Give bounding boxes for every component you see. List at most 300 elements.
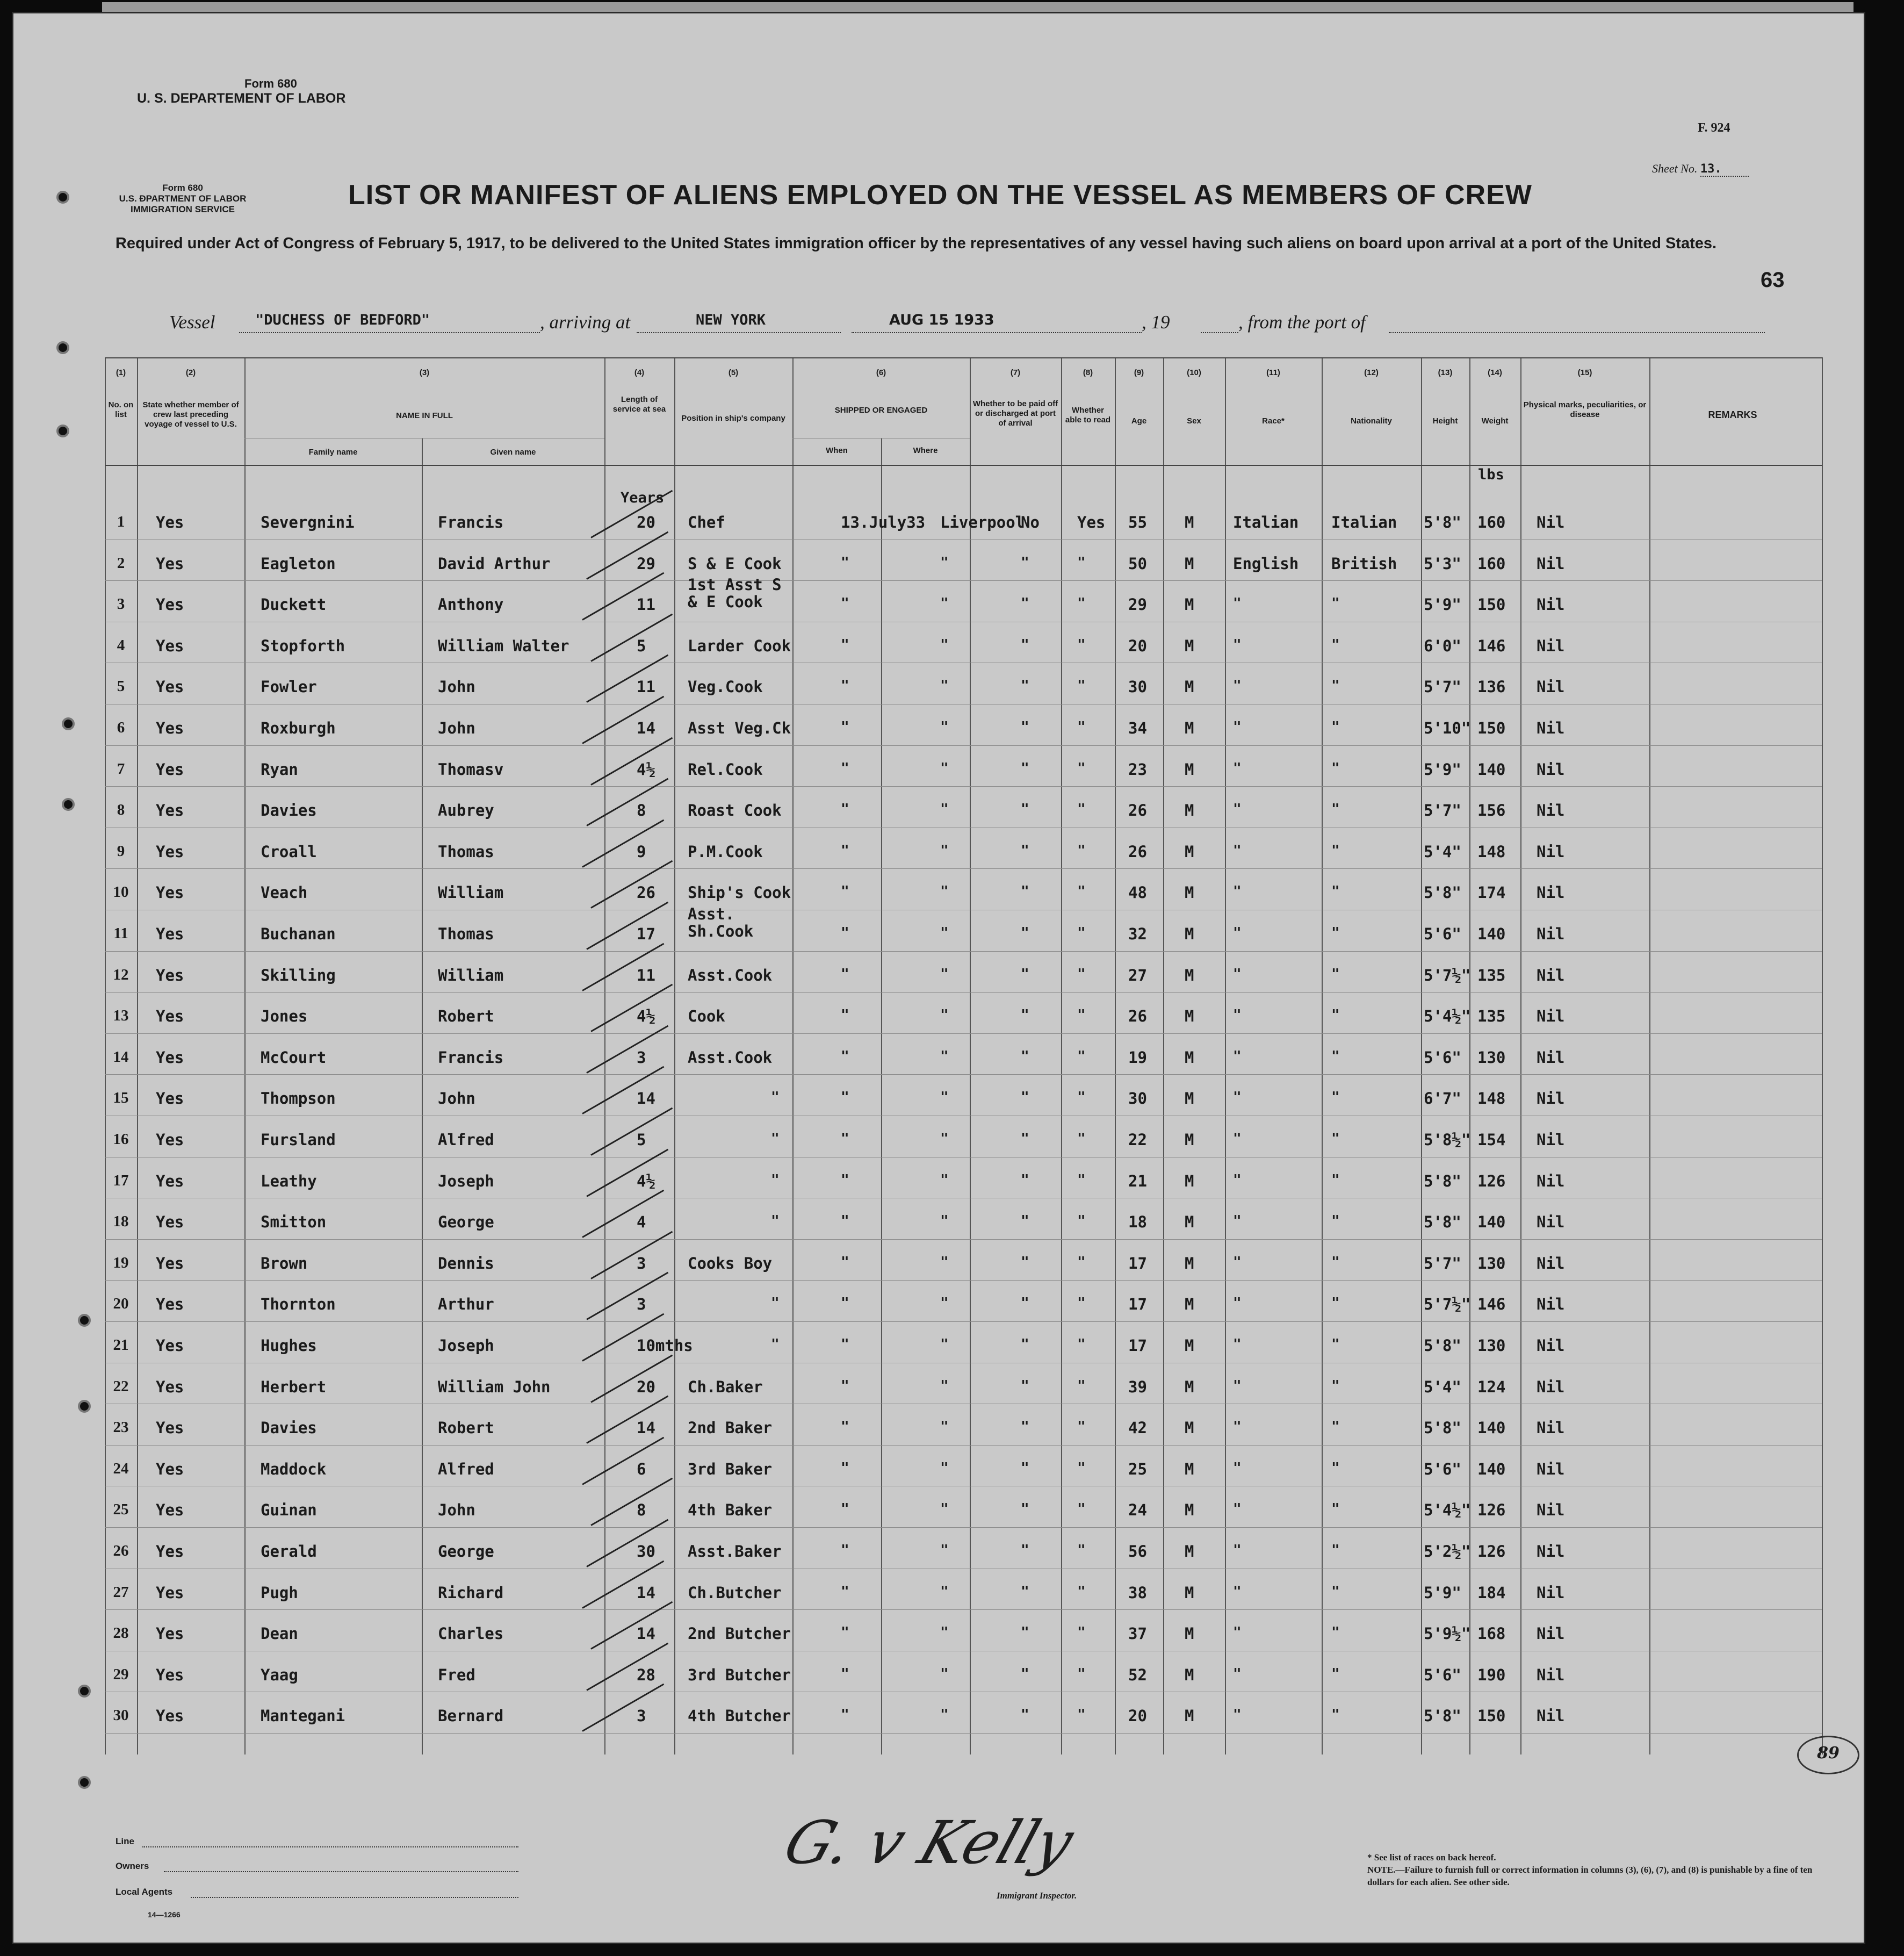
cell-length: 4½	[637, 760, 655, 779]
cell-length: 4	[637, 1213, 646, 1232]
cell-where: "	[940, 925, 949, 941]
cell-height: 5'6"	[1424, 1665, 1461, 1684]
cell-given: Joseph	[438, 1336, 494, 1355]
cell-height: 5'8½"	[1424, 1131, 1471, 1149]
cell-weight: 124	[1477, 1377, 1506, 1396]
cell-race: "	[1233, 883, 1242, 900]
cell-read: "	[1077, 1542, 1086, 1558]
cell-sex: M	[1185, 1171, 1194, 1190]
cell-paid: "	[1021, 636, 1029, 653]
cell-given: Robert	[438, 1419, 494, 1437]
cell-weight: 135	[1477, 966, 1506, 984]
cell-where: "	[940, 1336, 949, 1353]
cell-read: "	[1077, 595, 1086, 612]
column-rule	[1822, 357, 1823, 1754]
cell-no: 18	[113, 1213, 129, 1231]
cell-read: "	[1077, 1707, 1086, 1723]
cell-height: 5'7½"	[1424, 1295, 1471, 1314]
line-label: Line	[116, 1836, 134, 1846]
cell-where: "	[940, 1583, 949, 1600]
cell-nationality: "	[1331, 1213, 1340, 1229]
cell-paid: "	[1021, 1295, 1029, 1312]
cell-age: 27	[1128, 966, 1147, 984]
col-head-state-whether: State whether member of crew last preceding voyage of vessel to U.S.	[142, 400, 239, 429]
cell-when: "	[841, 719, 849, 735]
cell-physical: Nil	[1537, 1707, 1565, 1725]
cell-state: Yes	[156, 801, 184, 820]
cell-read: "	[1077, 1131, 1086, 1147]
cell-state: Yes	[156, 513, 184, 531]
cell-when: "	[841, 760, 849, 776]
cell-given: Alfred	[438, 1131, 494, 1149]
cell-race: Italian	[1233, 513, 1299, 531]
cell-height: 6'0"	[1424, 636, 1461, 655]
cell-weight: 156	[1477, 801, 1506, 820]
cell-read: "	[1077, 1665, 1086, 1682]
cell-where: "	[940, 842, 949, 859]
cell-given: George	[438, 1542, 494, 1561]
col-head-physical-marks: Physical marks, peculiarities, or disease	[1523, 400, 1647, 419]
cell-physical: Nil	[1537, 1007, 1565, 1026]
cell-age: 19	[1128, 1048, 1147, 1067]
table-row	[105, 1321, 1822, 1362]
cell-age: 18	[1128, 1213, 1147, 1232]
cell-where: "	[940, 595, 949, 612]
cell-where: "	[940, 719, 949, 735]
cell-no: 6	[117, 719, 125, 736]
cell-sex: M	[1185, 554, 1194, 573]
cell-nationality: "	[1331, 1542, 1340, 1558]
col-num-11: (11)	[1266, 368, 1280, 377]
cell-sex: M	[1185, 1665, 1194, 1684]
cell-position: Asst. Sh.Cook	[688, 905, 754, 940]
cell-given: John	[438, 1089, 475, 1108]
cell-given: Robert	[438, 1007, 494, 1026]
cell-paid: "	[1021, 842, 1029, 859]
cell-given: John	[438, 678, 475, 696]
col-head-remarks: REMARKS	[1708, 409, 1757, 420]
cell-sex: M	[1185, 1254, 1194, 1272]
cell-length: 5	[637, 636, 646, 655]
cell-state: Yes	[156, 595, 184, 614]
col-head-family-name: Family name	[308, 448, 358, 457]
cell-position: P.M.Cook	[688, 842, 763, 861]
left-service-name: IMMIGRATION SERVICE	[131, 204, 235, 214]
cell-nationality: "	[1331, 1624, 1340, 1641]
cell-race: "	[1233, 1377, 1242, 1394]
arriving-port: NEW YORK	[696, 312, 766, 328]
cell-position: 3rd Butcher	[688, 1665, 791, 1684]
print-code: 14—1266	[148, 1910, 181, 1919]
cell-when: "	[841, 842, 849, 859]
cell-state: Yes	[156, 1048, 184, 1067]
col-num-2: (2)	[185, 368, 196, 377]
cell-height: 5'4"	[1424, 842, 1461, 861]
cell-height: 5'8"	[1424, 1419, 1461, 1437]
cell-family: Thompson	[261, 1089, 336, 1108]
cell-length: 14	[637, 1419, 655, 1437]
cell-family: McCourt	[261, 1048, 327, 1067]
cell-sex: M	[1185, 1459, 1194, 1478]
cell-physical: Nil	[1537, 1089, 1565, 1108]
cell-height: 5'6"	[1424, 925, 1461, 943]
cell-age: 20	[1128, 636, 1147, 655]
cell-race: "	[1233, 1048, 1242, 1065]
cell-where: "	[940, 801, 949, 818]
cell-physical: Nil	[1537, 1171, 1565, 1190]
col-num-10: (10)	[1187, 368, 1201, 377]
cell-paid: "	[1021, 1542, 1029, 1558]
cell-family: Herbert	[261, 1377, 327, 1396]
cell-height: 5'4"	[1424, 1377, 1461, 1396]
cell-weight: 184	[1477, 1583, 1506, 1602]
cell-age: 20	[1128, 1707, 1147, 1725]
cell-family: Brown	[261, 1254, 308, 1272]
cell-age: 26	[1128, 801, 1147, 820]
cell-physical: Nil	[1537, 1213, 1565, 1232]
cell-state: Yes	[156, 842, 184, 861]
cell-state: Yes	[156, 1419, 184, 1437]
cell-physical: Nil	[1537, 801, 1565, 820]
cell-race: "	[1233, 595, 1242, 612]
cell-read: "	[1077, 1336, 1086, 1353]
cell-when: "	[841, 1089, 849, 1106]
table-row	[105, 1486, 1822, 1527]
cell-nationality: "	[1331, 1459, 1340, 1476]
col-head-given-name: Given name	[490, 448, 536, 457]
cell-no: 1	[117, 513, 125, 530]
cell-state: Yes	[156, 966, 184, 984]
cell-age: 21	[1128, 1171, 1147, 1190]
cell-family: Hughes	[261, 1336, 317, 1355]
cell-weight: 130	[1477, 1254, 1506, 1272]
cell-race: "	[1233, 966, 1242, 982]
cell-age: 42	[1128, 1419, 1147, 1437]
cell-where: "	[940, 1213, 949, 1229]
cell-read: "	[1077, 1295, 1086, 1312]
cell-physical: Nil	[1537, 719, 1565, 737]
cell-where: "	[940, 1377, 949, 1394]
table-row	[105, 576, 1822, 621]
cell-nationality: "	[1331, 595, 1340, 612]
cell-position: 4th Baker	[688, 1501, 773, 1520]
cell-nationality: "	[1331, 1583, 1340, 1600]
cell-when: "	[841, 595, 849, 612]
cell-length: 14	[637, 719, 655, 737]
cell-length: 4½	[637, 1171, 655, 1190]
cell-physical: Nil	[1537, 636, 1565, 655]
cell-where: "	[940, 1459, 949, 1476]
cell-weight: 160	[1477, 513, 1506, 531]
cell-given: Francis	[438, 1048, 504, 1067]
table-row	[105, 1609, 1822, 1650]
cell-sex: M	[1185, 595, 1194, 614]
cell-given: David Arthur	[438, 554, 551, 573]
cell-position: Ch.Baker	[688, 1377, 763, 1396]
owners-label: Owners	[116, 1861, 149, 1871]
cell-physical: Nil	[1537, 1295, 1565, 1314]
cell-position: Ch.Butcher	[688, 1583, 782, 1602]
arrival-date-stamp: AUG 15 1933	[889, 312, 994, 328]
cell-race: "	[1233, 1295, 1242, 1312]
cell-read: "	[1077, 842, 1086, 859]
cell-position: "	[771, 1089, 780, 1106]
cell-position: Asst.Cook	[688, 966, 773, 984]
cell-nationality: "	[1331, 1419, 1340, 1435]
cell-state: Yes	[156, 554, 184, 573]
top-department-header	[137, 77, 345, 106]
cell-state: Yes	[156, 760, 184, 779]
cell-height: 5'7"	[1424, 801, 1461, 820]
cell-given: Arthur	[438, 1295, 494, 1314]
cell-where: "	[940, 1007, 949, 1024]
cell-read: "	[1077, 1459, 1086, 1476]
cell-read: "	[1077, 636, 1086, 653]
cell-family: Severgnini	[261, 513, 355, 531]
cell-weight: 126	[1477, 1501, 1506, 1520]
cell-nationality: "	[1331, 801, 1340, 818]
cell-sex: M	[1185, 1048, 1194, 1067]
cell-paid: "	[1021, 760, 1029, 776]
vessel-dots	[239, 332, 540, 333]
cell-race: "	[1233, 1624, 1242, 1641]
circle-stamp: 89	[1797, 1736, 1859, 1774]
table-row	[105, 745, 1822, 786]
cell-paid: "	[1021, 1419, 1029, 1435]
cell-age: 23	[1128, 760, 1147, 779]
cell-age: 37	[1128, 1624, 1147, 1643]
cell-weight: 154	[1477, 1131, 1506, 1149]
cell-length: 11	[637, 966, 655, 984]
cell-where: "	[940, 1665, 949, 1682]
cell-family: Buchanan	[261, 925, 336, 943]
cell-when: "	[841, 966, 849, 982]
cell-paid: "	[1021, 1624, 1029, 1641]
cell-read: "	[1077, 925, 1086, 941]
cell-family: Mantegani	[261, 1707, 345, 1725]
manifest-sheet	[12, 12, 1865, 1944]
punch-hole	[62, 717, 75, 730]
punch-hole	[78, 1776, 91, 1789]
table-row	[105, 905, 1822, 951]
cell-length: 6	[637, 1459, 646, 1478]
cell-physical: Nil	[1537, 1131, 1565, 1149]
cell-race: "	[1233, 1131, 1242, 1147]
cell-nationality: "	[1331, 1377, 1340, 1394]
cell-weight: 160	[1477, 554, 1506, 573]
cell-race: "	[1233, 925, 1242, 941]
table-header-rule	[105, 465, 1822, 466]
cell-family: Thornton	[261, 1295, 336, 1314]
cell-race: "	[1233, 1707, 1242, 1723]
cell-family: Eagleton	[261, 554, 336, 573]
cell-paid: "	[1021, 1131, 1029, 1147]
cell-state: Yes	[156, 1665, 184, 1684]
cell-sex: M	[1185, 1213, 1194, 1232]
col-head-name-in-full: NAME IN FULL	[396, 411, 453, 420]
cell-age: 52	[1128, 1665, 1147, 1684]
cell-family: Pugh	[261, 1583, 298, 1602]
cell-age: 24	[1128, 1501, 1147, 1520]
cell-when: "	[841, 1624, 849, 1641]
cell-length: 14	[637, 1089, 655, 1108]
cell-length: 4½	[637, 1007, 655, 1026]
cell-when: "	[841, 1707, 849, 1723]
table-row	[105, 951, 1822, 992]
cell-nationality: "	[1331, 842, 1340, 859]
cell-race: "	[1233, 1665, 1242, 1682]
cell-when: "	[841, 1542, 849, 1558]
cell-nationality: "	[1331, 1048, 1340, 1065]
table-row	[105, 868, 1822, 909]
cell-paid: "	[1021, 678, 1029, 694]
cell-length: 14	[637, 1583, 655, 1602]
cell-age: 26	[1128, 1007, 1147, 1026]
cell-no: 9	[117, 842, 125, 860]
col-num-7: (7)	[1010, 368, 1021, 377]
table-row	[105, 992, 1822, 1033]
cell-given: Alfred	[438, 1459, 494, 1478]
col-head-where: Where	[913, 446, 938, 455]
cell-state: Yes	[156, 1336, 184, 1355]
cell-family: Fursland	[261, 1131, 336, 1149]
cell-sex: M	[1185, 760, 1194, 779]
table-row	[105, 1404, 1822, 1444]
cell-position: "	[771, 1295, 780, 1312]
cell-state: Yes	[156, 1624, 184, 1643]
cell-length: 29	[637, 554, 655, 573]
cell-when: "	[841, 1583, 849, 1600]
cell-where: "	[940, 760, 949, 776]
cell-paid: "	[1021, 1459, 1029, 1476]
table-row	[105, 663, 1822, 703]
cell-weight: 150	[1477, 1707, 1506, 1725]
cell-physical: Nil	[1537, 1459, 1565, 1478]
cell-weight: 135	[1477, 1007, 1506, 1026]
cell-read: Yes	[1077, 513, 1106, 531]
cell-race: "	[1233, 842, 1242, 859]
cell-state: Yes	[156, 1707, 184, 1725]
cell-position: Asst.Baker	[688, 1542, 782, 1561]
cell-height: 5'4½"	[1424, 1007, 1471, 1026]
inspector-signature: G. v Kelly	[776, 1808, 1082, 1877]
cell-paid: "	[1021, 1089, 1029, 1106]
cell-sex: M	[1185, 966, 1194, 984]
cell-no: 10	[113, 883, 129, 901]
cell-height: 5'8"	[1424, 1707, 1461, 1725]
cell-where: "	[940, 1171, 949, 1188]
cell-no: 5	[117, 678, 125, 695]
cell-family: Yaag	[261, 1665, 298, 1684]
footer-note	[1367, 1851, 1840, 1888]
cell-family: Roxburgh	[261, 719, 336, 737]
cell-physical: Nil	[1537, 513, 1565, 531]
cell-paid: "	[1021, 719, 1029, 735]
cell-height: 5'9"	[1424, 760, 1461, 779]
cell-age: 56	[1128, 1542, 1147, 1561]
cell-family: Fowler	[261, 678, 317, 696]
sheet-number-value: 13.	[1700, 162, 1749, 177]
cell-physical: Nil	[1537, 1254, 1565, 1272]
cell-height: 5'9"	[1424, 595, 1461, 614]
cell-age: 22	[1128, 1131, 1147, 1149]
table-row	[105, 828, 1822, 868]
col-head-able-to-read: Whether able to read	[1065, 406, 1111, 425]
col-num-15: (15)	[1577, 368, 1592, 377]
cell-read: "	[1077, 1624, 1086, 1641]
cell-when: "	[841, 801, 849, 818]
cell-when: "	[841, 925, 849, 941]
cell-weight: 126	[1477, 1542, 1506, 1561]
cell-family: Veach	[261, 883, 308, 902]
table-row	[105, 1280, 1822, 1321]
cell-paid: "	[1021, 1501, 1029, 1518]
cell-race: "	[1233, 678, 1242, 694]
cell-no: 16	[113, 1131, 129, 1148]
cell-sex: M	[1185, 883, 1194, 902]
cell-given: William John	[438, 1377, 551, 1396]
col-head-no-on-list: No. on list	[108, 400, 134, 419]
cell-read: "	[1077, 719, 1086, 735]
arriving-label: , arriving at	[540, 312, 631, 333]
table-row	[105, 704, 1822, 745]
cell-when: "	[841, 1377, 849, 1394]
sheet-number-label: Sheet No.	[1652, 162, 1698, 175]
cell-length: 3	[637, 1254, 646, 1272]
cell-age: 17	[1128, 1336, 1147, 1355]
cell-read: "	[1077, 966, 1086, 982]
cell-no: 3	[117, 595, 125, 613]
cell-no: 2	[117, 554, 125, 572]
cell-family: Guinan	[261, 1501, 317, 1520]
cell-no: 25	[113, 1501, 129, 1519]
left-form-number: Form 680	[162, 183, 203, 193]
cell-state: Yes	[156, 925, 184, 943]
cell-where: "	[940, 883, 949, 900]
cell-race: "	[1233, 1501, 1242, 1518]
cell-weight: 146	[1477, 1295, 1506, 1314]
cell-given: George	[438, 1213, 494, 1232]
cell-length: 20	[637, 513, 655, 531]
cell-position: 4th Butcher	[688, 1707, 791, 1725]
stamp-number: 63	[1761, 268, 1785, 292]
page-title: LIST OR MANIFEST OF ALIENS EMPLOYED ON THE VESSEL AS MEMBERS OF CREW	[348, 179, 1532, 211]
cell-age: 34	[1128, 719, 1147, 737]
cell-state: Yes	[156, 1007, 184, 1026]
cell-sex: M	[1185, 1131, 1194, 1149]
cell-when: "	[841, 636, 849, 653]
cell-no: 23	[113, 1419, 129, 1436]
cell-no: 4	[117, 636, 125, 654]
cell-position: Asst Veg.Ck	[688, 719, 791, 737]
cell-where: "	[940, 1131, 949, 1147]
punch-hole	[56, 341, 69, 354]
cell-no: 26	[113, 1542, 129, 1559]
unit-years: Years	[621, 490, 665, 506]
date-dots	[852, 332, 1142, 333]
cell-no: 27	[113, 1583, 129, 1601]
cell-race: "	[1233, 801, 1242, 818]
top-department-name: U. S. DEPARTEMENT OF LABOR	[137, 91, 346, 106]
cell-age: 32	[1128, 925, 1147, 943]
col-head-weight: Weight	[1481, 416, 1509, 426]
cell-age: 25	[1128, 1459, 1147, 1478]
cell-read: "	[1077, 1501, 1086, 1518]
cell-length: 5	[637, 1131, 646, 1149]
cell-sex: M	[1185, 1377, 1194, 1396]
table-row	[105, 540, 1822, 580]
cell-length: 14	[637, 1624, 655, 1643]
